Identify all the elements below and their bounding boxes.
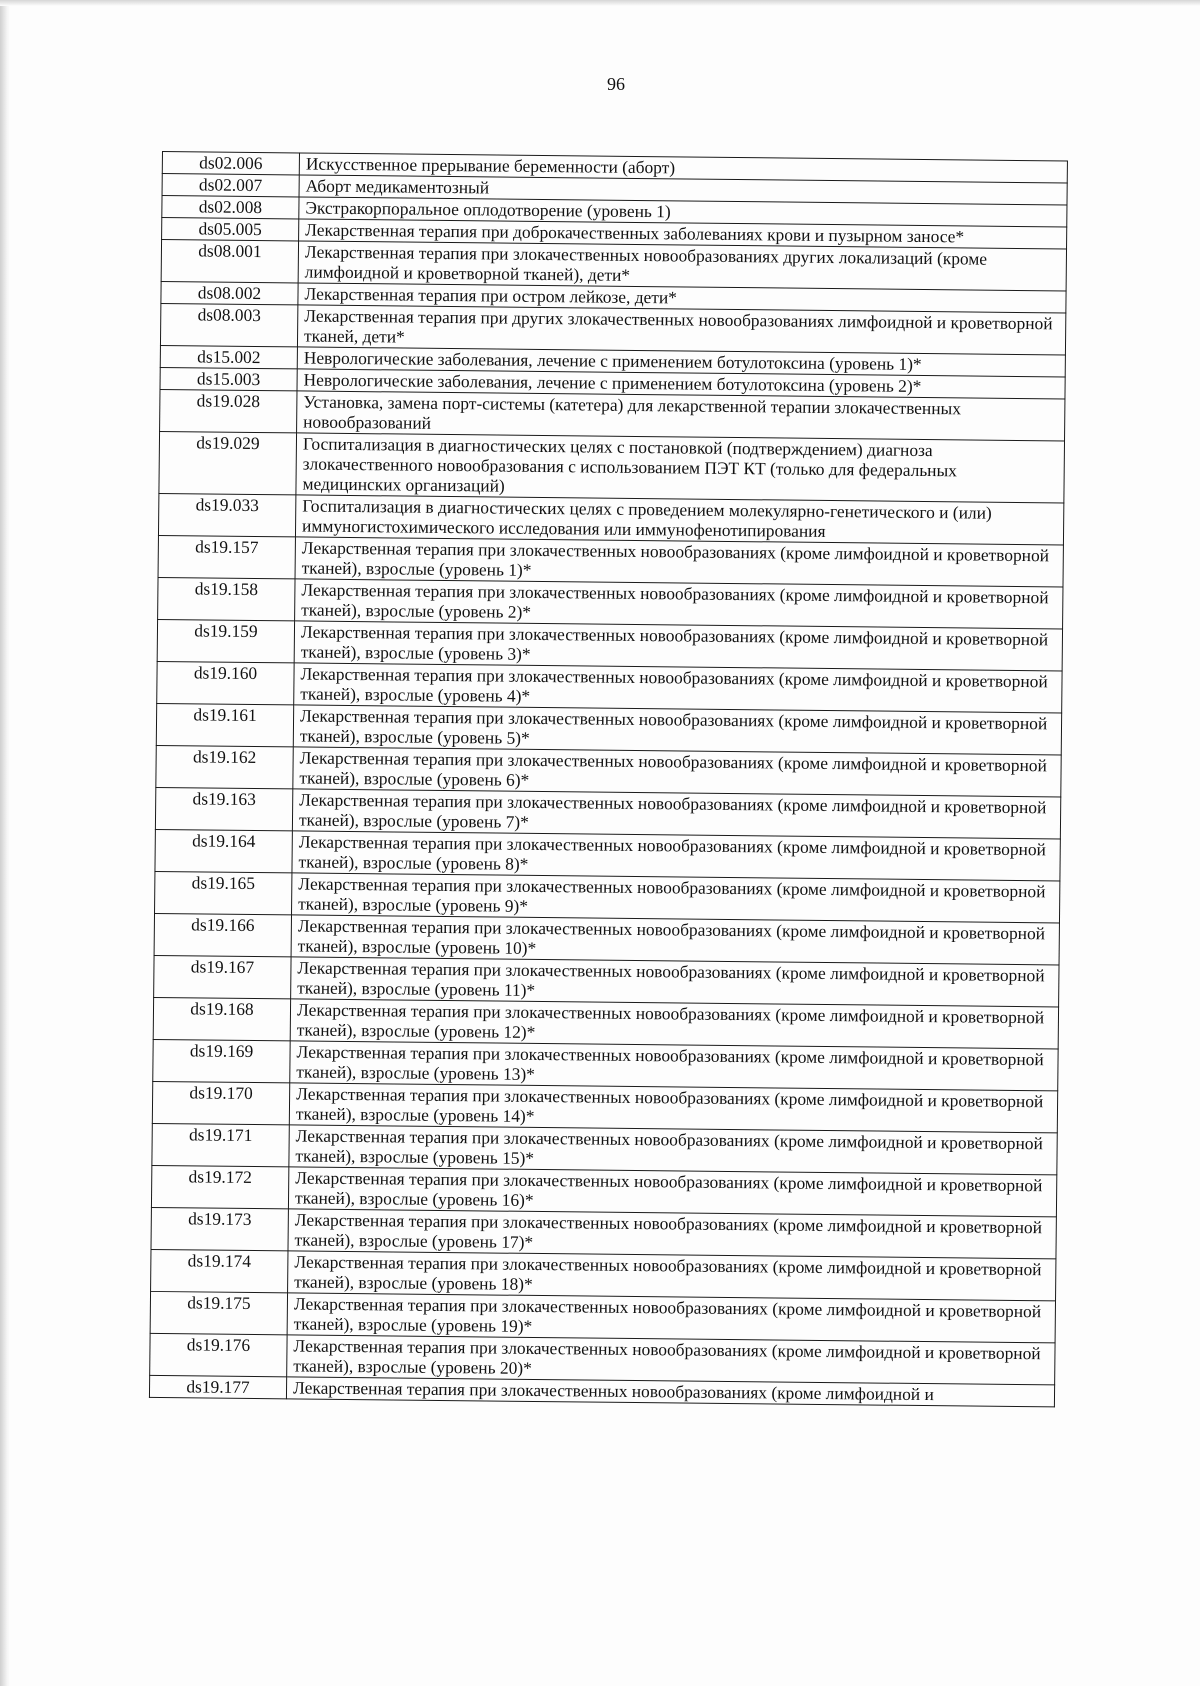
service-name-cell: Лекарственная терапия при других злокачественных новообразованиях лимфоидной и кроветворной тканей, дети* xyxy=(297,305,1065,355)
services-table xyxy=(149,151,1068,1407)
service-name-cell: Лекарственная терапия при злокачественных новообразованиях (кроме лимфоидной и кроветворной тканей), взрослые (уровень 15)* xyxy=(289,1125,1057,1175)
service-name-cell: Лекарственная терапия при злокачественных новообразованиях (кроме лимфоидной и кроветворной тканей), взрослые (уровень 12)* xyxy=(290,999,1058,1049)
service-name-cell: Госпитализация в диагностических целях с постановкой (подтверждением) диагноза злокачественного новообразования с использованием ПЭТ КТ (только для федеральных медицинских организаций) xyxy=(296,433,1065,503)
page-number: 96 xyxy=(607,74,625,94)
service-code-cell: ds19.165 xyxy=(155,871,292,914)
scan-shadow-top xyxy=(0,0,1200,6)
service-code-cell: ds19.028 xyxy=(160,389,297,432)
service-code-cell: ds19.169 xyxy=(153,1039,290,1082)
service-name-cell: Лекарственная терапия при злокачественных новообразованиях (кроме лимфоидной и кроветворной тканей), взрослые (уровень 7)* xyxy=(292,789,1060,839)
service-code-cell: ds02.007 xyxy=(162,174,299,197)
service-code-cell: ds02.006 xyxy=(162,152,299,175)
service-name-cell: Лекарственная терапия при злокачественных новообразованиях (кроме лимфоидной и кроветворной тканей), взрослые (уровень 3)* xyxy=(294,621,1062,671)
service-code-cell: ds19.168 xyxy=(153,997,290,1040)
service-code-cell: ds19.174 xyxy=(151,1249,288,1292)
service-name-cell: Лекарственная терапия при злокачественных новообразованиях (кроме лимфоидной и xyxy=(286,1377,1054,1407)
service-name-cell: Лекарственная терапия при злокачественных новообразованиях (кроме лимфоидной и кроветворной тканей), взрослые (уровень 4)* xyxy=(294,663,1062,713)
service-name-cell: Лекарственная терапия при злокачественных новообразованиях (кроме лимфоидной и кроветворной тканей), взрослые (уровень 13)* xyxy=(290,1041,1058,1091)
service-code-cell: ds19.162 xyxy=(156,745,293,788)
service-code-cell: ds19.163 xyxy=(155,787,292,830)
service-name-cell: Установка, замена порт-системы (катетера) для лекарственной терапии злокачественных новообразований xyxy=(297,391,1065,441)
service-code-cell: ds08.001 xyxy=(161,240,298,283)
service-code-cell: ds08.002 xyxy=(161,281,298,304)
service-code-cell: ds19.173 xyxy=(151,1207,288,1250)
service-name-cell: Лекарственная терапия при злокачественных новообразованиях (кроме лимфоидной и кроветворной тканей), взрослые (уровень 1)* xyxy=(295,537,1063,587)
service-name-cell: Лекарственная терапия при злокачественных новообразованиях (кроме лимфоидной и кроветворной тканей), взрослые (уровень 11)* xyxy=(291,957,1059,1007)
service-name-cell: Лекарственная терапия при злокачественных новообразованиях (кроме лимфоидной и кроветворной тканей), взрослые (уровень 5)* xyxy=(293,705,1061,755)
service-code-cell: ds19.175 xyxy=(150,1291,287,1334)
service-code-cell: ds19.172 xyxy=(151,1165,288,1208)
service-code-cell: ds19.033 xyxy=(158,493,295,536)
service-code-cell: ds19.177 xyxy=(149,1375,286,1398)
service-name-cell: Лекарственная терапия при злокачественных новообразованиях (кроме лимфоидной и кроветворной тканей), взрослые (уровень 6)* xyxy=(293,747,1061,797)
service-code-cell: ds05.005 xyxy=(162,218,299,241)
service-code-cell: ds19.029 xyxy=(159,431,297,494)
service-name-cell: Неврологические заболевания, лечение с применением ботулотоксина (уровень 1)* xyxy=(297,347,1065,377)
service-name-cell: Лекарственная терапия при злокачественных новообразованиях (кроме лимфоидной и кроветворной тканей), взрослые (уровень 8)* xyxy=(292,831,1060,881)
services-table-body xyxy=(149,152,1067,1407)
service-name-cell: Неврологические заболевания, лечение с применением ботулотоксина (уровень 2)* xyxy=(297,369,1065,399)
service-code-cell: ds19.157 xyxy=(158,535,295,578)
service-code-cell: ds19.171 xyxy=(152,1123,289,1166)
service-name-cell: Лекарственная терапия при злокачественных новообразованиях (кроме лимфоидной и кроветворной тканей), взрослые (уровень 10)* xyxy=(291,915,1059,965)
service-code-cell: ds19.176 xyxy=(150,1333,287,1376)
service-code-cell: ds19.161 xyxy=(156,703,293,746)
service-name-cell: Лекарственная терапия при злокачественных новообразованиях (кроме лимфоидной и кроветворной тканей), взрослые (уровень 19)* xyxy=(287,1293,1055,1343)
table-row xyxy=(159,431,1065,502)
service-name-cell: Лекарственная терапия при остром лейкозе, дети* xyxy=(298,283,1066,313)
service-name-cell: Лекарственная терапия при злокачественных новообразованиях (кроме лимфоидной и кроветворной тканей), взрослые (уровень 18)* xyxy=(288,1251,1056,1301)
service-name-cell: Госпитализация в диагностических целях с проведением молекулярно-генетического и (или) иммуногистохимического исследования или иммунофенотипирования xyxy=(295,495,1063,545)
service-name-cell: Лекарственная терапия при злокачественных новообразованиях (кроме лимфоидной и кроветворной тканей), взрослые (уровень 9)* xyxy=(292,873,1060,923)
service-code-cell: ds08.003 xyxy=(160,303,297,346)
service-name-cell: Лекарственная терапия при злокачественных новообразованиях других локализаций (кроме лимфоидной и кроветворной тканей), дети* xyxy=(298,241,1066,291)
service-name-cell: Лекарственная терапия при злокачественных новообразованиях (кроме лимфоидной и кроветворной тканей), взрослые (уровень 2)* xyxy=(295,579,1063,629)
service-code-cell: ds15.003 xyxy=(160,367,297,390)
service-code-cell: ds19.170 xyxy=(152,1081,289,1124)
service-code-cell: ds19.160 xyxy=(157,661,294,704)
service-name-cell: Лекарственная терапия при злокачественных новообразованиях (кроме лимфоидной и кроветворной тканей), взрослые (уровень 16)* xyxy=(288,1167,1056,1217)
service-name-cell: Лекарственная терапия при злокачественных новообразованиях (кроме лимфоидной и кроветворной тканей), взрослые (уровень 14)* xyxy=(289,1083,1057,1133)
service-name-cell: Лекарственная терапия при доброкачественных заболеваниях крови и пузырном заносе* xyxy=(299,219,1067,249)
service-name-cell: Лекарственная терапия при злокачественных новообразованиях (кроме лимфоидной и кроветворной тканей), взрослые (уровень 17)* xyxy=(288,1209,1056,1259)
service-name-cell: Искусственное прерывание беременности (аборт) xyxy=(299,153,1067,183)
service-code-cell: ds19.164 xyxy=(155,829,292,872)
service-name-cell: Экстракорпоральное оплодотворение (уровень 1) xyxy=(299,197,1067,227)
service-code-cell: ds02.008 xyxy=(162,196,299,219)
service-code-cell: ds19.167 xyxy=(154,955,291,998)
service-code-cell: ds19.166 xyxy=(154,913,291,956)
service-code-cell: ds19.159 xyxy=(157,619,294,662)
service-code-cell: ds19.158 xyxy=(158,577,295,620)
scan-shadow-left xyxy=(0,0,10,1686)
service-code-cell: ds15.002 xyxy=(160,345,297,368)
service-name-cell: Лекарственная терапия при злокачественных новообразованиях (кроме лимфоидной и кроветворной тканей), взрослые (уровень 20)* xyxy=(287,1335,1055,1385)
service-name-cell: Аборт медикаментозный xyxy=(299,175,1067,205)
